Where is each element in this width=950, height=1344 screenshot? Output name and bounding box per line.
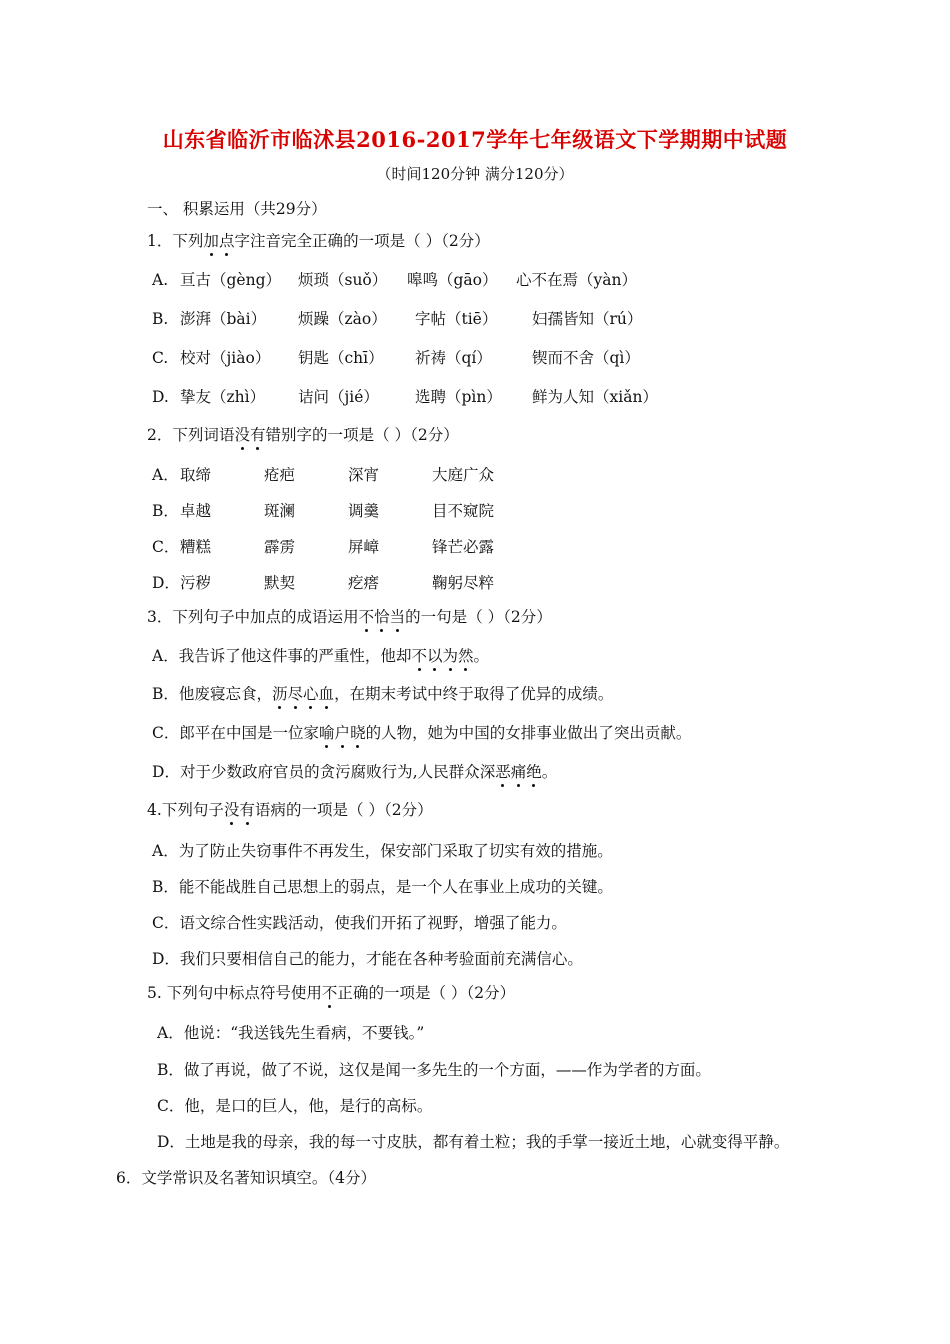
- option-item: 亘古（gèng）: [180, 271, 282, 289]
- q4-stem: 4.下列句子没有语病的一项是（ ）（2分）: [147, 801, 433, 819]
- option-item: 目不窥院: [432, 502, 495, 520]
- option-letter: D.: [152, 388, 169, 406]
- option-item: 诘问（jié）: [298, 388, 379, 406]
- option-item: 屏嶂: [348, 538, 380, 556]
- option-item: 祈祷（qí）: [415, 349, 492, 367]
- option-item: 钥匙（chī）: [298, 349, 384, 367]
- emphasis-char: 然: [458, 647, 474, 665]
- option-item: 疮疤: [264, 466, 296, 484]
- q3-stem: 3．下列句子中加点的成语运用不恰当的一句是（ ）（2分）: [147, 608, 552, 626]
- option-item: 鞠躬尽粹: [432, 574, 495, 592]
- option-item: 鲜为人知（xiǎn）: [532, 388, 658, 406]
- option-item: 挚友（zhì）: [180, 388, 266, 406]
- q3-option-b: B．他废寝忘食，沥尽心血，在期末考试中终于取得了优异的成绩。: [152, 685, 614, 703]
- option-letter: B．: [152, 502, 179, 520]
- emphasis-char: 以: [426, 647, 443, 665]
- emphasis-char: 心: [303, 685, 319, 703]
- option-item: 卓越: [180, 502, 212, 520]
- option-item: 锋芒必露: [432, 538, 495, 556]
- option-letter: D．: [152, 574, 180, 592]
- q4-option-c: C．语文综合性实践活动，使我们开拓了视野，增强了能力。: [152, 914, 567, 932]
- emphasis-char: 沥: [272, 685, 288, 703]
- emphasis-char: 有: [239, 801, 255, 819]
- emphasis-char: 血: [318, 685, 335, 703]
- emphasis-char: 恰: [374, 608, 390, 626]
- q5-option-c: C．他，是口的巨人，他，是行的高标。: [157, 1097, 433, 1115]
- option-item: 选聘（pìn）: [415, 388, 502, 406]
- q5-option-d: D．土地是我的母亲，我的每一寸皮肤，都有着土粒；我的手掌一接近土地，心就变得平静。: [157, 1133, 790, 1151]
- option-item: 大庭广众: [432, 466, 495, 484]
- option-item: 心不在焉（yàn）: [516, 271, 637, 289]
- option-letter: A.: [152, 271, 169, 289]
- emphasis-char: 户: [334, 724, 351, 742]
- option-item: 烦琐（suǒ）: [298, 271, 388, 289]
- option-item: 深宵: [348, 466, 380, 484]
- emphasis-char: 有: [249, 426, 266, 444]
- option-item: 糟糕: [180, 538, 212, 556]
- option-item: 取缔: [180, 466, 212, 484]
- option-item: 锲而不舍（qì）: [532, 349, 640, 367]
- emphasis-char: 不: [411, 647, 427, 665]
- q5-option-b: B．做了再说，做了不说，这仅是闻一多先生的一个方面，——作为学者的方面。: [157, 1061, 711, 1079]
- q4-option-a: A．为了防止失窃事件不再发生，保安部门采取了切实有效的措施。: [152, 842, 613, 860]
- option-item: 污秽: [180, 574, 212, 592]
- exam-duration: （时间120分钟 满分120分）: [376, 165, 574, 183]
- emphasis-char: 为: [442, 647, 458, 665]
- page-title: 山东省临沂市临沭县2016-2017学年七年级语文下学期期中试题: [162, 127, 788, 152]
- q1-stem: 1．下列加点字注音完全正确的一项是（ ）（2分）: [147, 232, 490, 250]
- emphasis-char: 没: [223, 801, 240, 819]
- option-item: 斑澜: [264, 502, 296, 520]
- option-letter: C.: [152, 349, 169, 367]
- emphasis-char: 尽: [287, 685, 304, 703]
- q5-option-a: A．他说：“我送钱先生看病，不要钱。”: [157, 1024, 425, 1042]
- option-item: 嗥鸣（gāo）: [407, 271, 498, 289]
- option-item: 字帖（tiē）: [415, 310, 498, 328]
- option-item: 校对（jiào）: [180, 349, 271, 367]
- option-letter: A．: [152, 466, 179, 484]
- section-heading: 一、 积累运用（共29分）: [147, 200, 327, 218]
- option-letter: B.: [152, 310, 169, 328]
- emphasis-char: 当: [389, 608, 406, 626]
- emphasis-char: 恶: [495, 763, 511, 781]
- option-item: 默契: [264, 574, 296, 592]
- option-item: 调羹: [348, 502, 380, 520]
- option-item: 烦躁（zào）: [298, 310, 387, 328]
- emphasis-char: 加: [203, 232, 219, 250]
- q3-option-d: D．对于少数政府官员的贪污腐败行为,人民群众深恶痛绝。: [152, 763, 558, 781]
- q6-stem: 6．文学常识及名著知识填空。（4分）: [116, 1169, 376, 1187]
- q2-stem: 2．下列词语没有错别字的一项是（ ）（2分）: [147, 426, 459, 444]
- q3-option-a: A．我告诉了他这件事的严重性，他却不以为然。: [152, 647, 490, 665]
- option-letter: C．: [152, 538, 180, 556]
- q3-option-c: C．郎平在中国是一位家喻户晓的人物，她为中国的女排事业做出了突出贡献。: [152, 724, 692, 742]
- emphasis-char: 痛: [510, 763, 527, 781]
- emphasis-char: 不: [321, 984, 338, 1002]
- emphasis-char: 绝: [526, 763, 542, 781]
- q4-option-b: B．能不能战胜自己思想上的弱点，是一个人在事业上成功的关键。: [152, 878, 613, 896]
- q4-option-d: D．我们只要相信自己的能力，才能在各种考验面前充满信心。: [152, 950, 583, 968]
- emphasis-char: 点: [218, 232, 235, 250]
- emphasis-char: 没: [234, 426, 250, 444]
- option-item: 霹雳: [264, 538, 296, 556]
- q5-stem: 5. 下列句中标点符号使用不正确的一项是（ ）（2分）: [147, 984, 516, 1002]
- emphasis-char: 喻: [319, 724, 335, 742]
- option-item: 妇孺皆知（rú）: [532, 310, 643, 328]
- emphasis-char: 晓: [350, 724, 366, 742]
- option-item: 疙瘩: [348, 574, 380, 592]
- option-item: 澎湃（bài）: [180, 310, 267, 328]
- emphasis-char: 不: [358, 608, 375, 626]
